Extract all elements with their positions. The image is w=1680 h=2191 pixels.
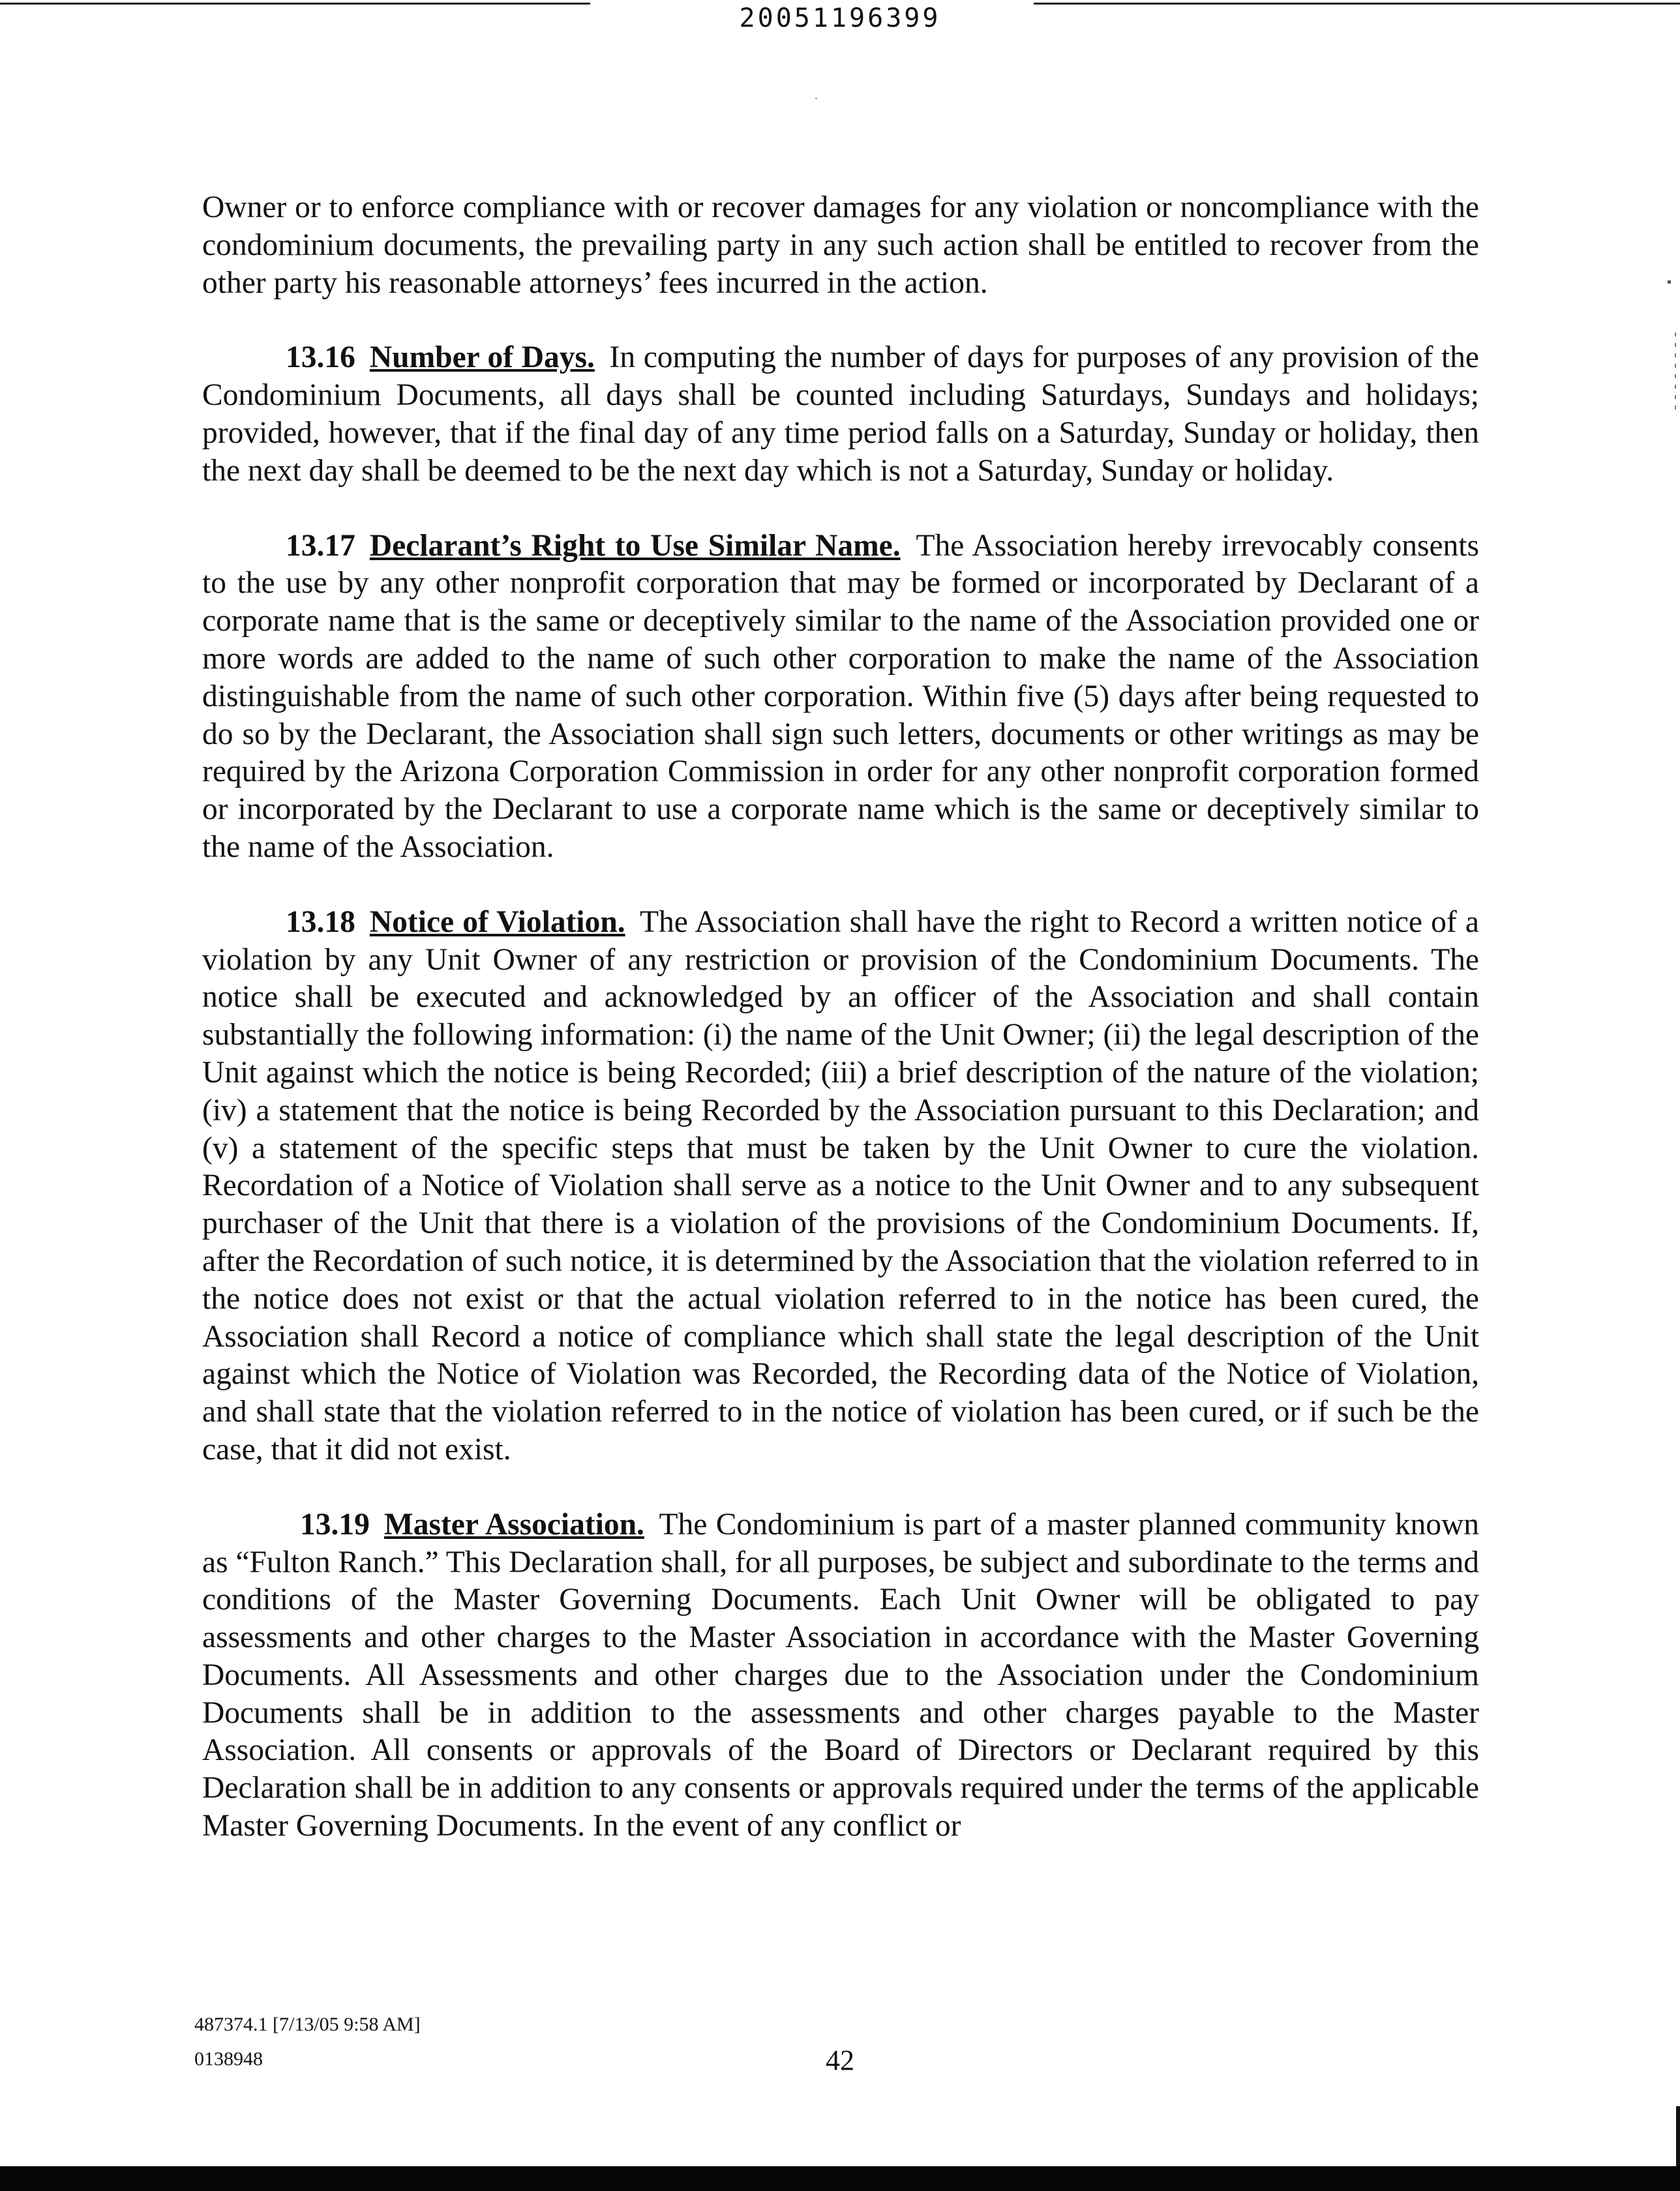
section-number: 13.16 — [286, 340, 355, 375]
section-title: Number of Days. — [369, 340, 595, 375]
section-13-16 — [202, 339, 1479, 490]
document-body — [202, 189, 1479, 1883]
section-number: 13.17 — [286, 528, 355, 563]
section-13-19 — [202, 1506, 1479, 1845]
recording-number: 20051196399 — [739, 3, 941, 33]
section-number: 13.18 — [286, 904, 355, 939]
section-title: Master Association. — [383, 1507, 644, 1542]
paragraph-text: The Association hereby irrevocably consents to the use by any other nonprofit corporation that may be formed or incorporated by Declarant of a corporate name that is the same or deceptively similar to the name of the Association provided one or more words are added to the name of such other corporation to make the name of the Association distinguishable from the name of such other corporation. Within five (5) days after being requested to do so by the Declarant, the Association shall sign such letters, documents or other writings as may be required by the Arizona Corporation Commission in order for any other nonprofit corporation formed or incorporated by the Declarant to use a corporate name which is the same or deceptively similar to the name of the Association. — [202, 528, 1479, 864]
paragraph-text: The Condominium is part of a master planned community known as “Fulton Ranch.” This Declaration shall, for all purposes, be subject and subordinate to the terms and conditions of the Master Governing Documents. Each Unit Owner will be obligated to pay assessments and other charges to the Master Association in accordance with the Master Governing Documents. All Assessments and other charges due to the Association under the Condominium Documents shall be in addition to the assessments and other charges payable to the Master Association. All consents or approvals of the Board of Directors or Declarant required by this Declaration shall be in addition to any consents or approvals required under the terms of the applicable Master Governing Documents. In the event of any conflict or — [202, 1507, 1480, 1843]
continued-paragraph — [202, 189, 1479, 302]
scan-bottom-border — [0, 2166, 1680, 2191]
margin-scan-marks — [1675, 333, 1676, 411]
paragraph-text: The Association shall have the right to Record a written notice of a violation by any Unit Owner of any restriction or provision of the Condominium Documents. The notice shall be executed and acknowledged by an officer of the Association and shall contain substantially the following information: (i) the name of the Unit Owner; (ii) the legal description of the Unit against which the notice is being Recorded; (iii) a brief description of the nature of the violation; (iv) a statement that the notice is being Recorded by the Association pursuant to this Declaration; and (v) a statement of the specific steps that must be taken by the Unit Owner to cure the violation. Recordation of a Notice of Violation shall serve as a notice to the Unit Owner and to any subsequent purchaser of the Unit that there is a violation of the provisions of the Condominium Documents. If, after the Recordation of such notice, it is determined by the Association that the violation referred to in the notice does not exist or that the actual violation referred to in the notice has been cured, the Association shall Record a notice of compliance which shall state the legal description of the Unit against which the Notice of Violation was Recorded, the Recording data of the Notice of Violation, and shall state that the violation referred to in the notice of violation has been cured, or if such be the case, that it did not exist. — [202, 904, 1479, 1467]
margin-scan-dot — [1668, 280, 1671, 284]
section-title: Declarant’s Right to Use Similar Name. — [369, 528, 901, 563]
footer-client-number: 0138948 — [194, 2048, 263, 2070]
page-number: 42 — [826, 2044, 854, 2076]
section-title: Notice of Violation. — [369, 904, 625, 939]
section-13-17 — [202, 528, 1479, 867]
paragraph-text: In computing the number of days for purposes of any provision of the Condominium Documents, all days shall be counted including Saturdays, Sundays and holidays; provided, however, that if the final day of any time period falls on a Saturday, Sunday or holiday, then the next day shall be deemed to be the next day which is not a Saturday, Sunday or holiday. — [202, 340, 1479, 488]
scan-edge-mark — [1676, 2106, 1680, 2166]
section-13-18 — [202, 904, 1479, 1469]
paragraph-text: Owner or to enforce compliance with or recover damages for any violation or noncompliance with the condominium documents, the prevailing party in any such action shall be entitled to recover from the other party his reasonable attorneys’ fees incurred in the action. — [202, 190, 1479, 300]
section-number: 13.19 — [300, 1507, 370, 1542]
footer-document-ref: 487374.1 [7/13/05 9:58 AM] — [194, 2014, 421, 2035]
scan-speck — [815, 98, 817, 99]
